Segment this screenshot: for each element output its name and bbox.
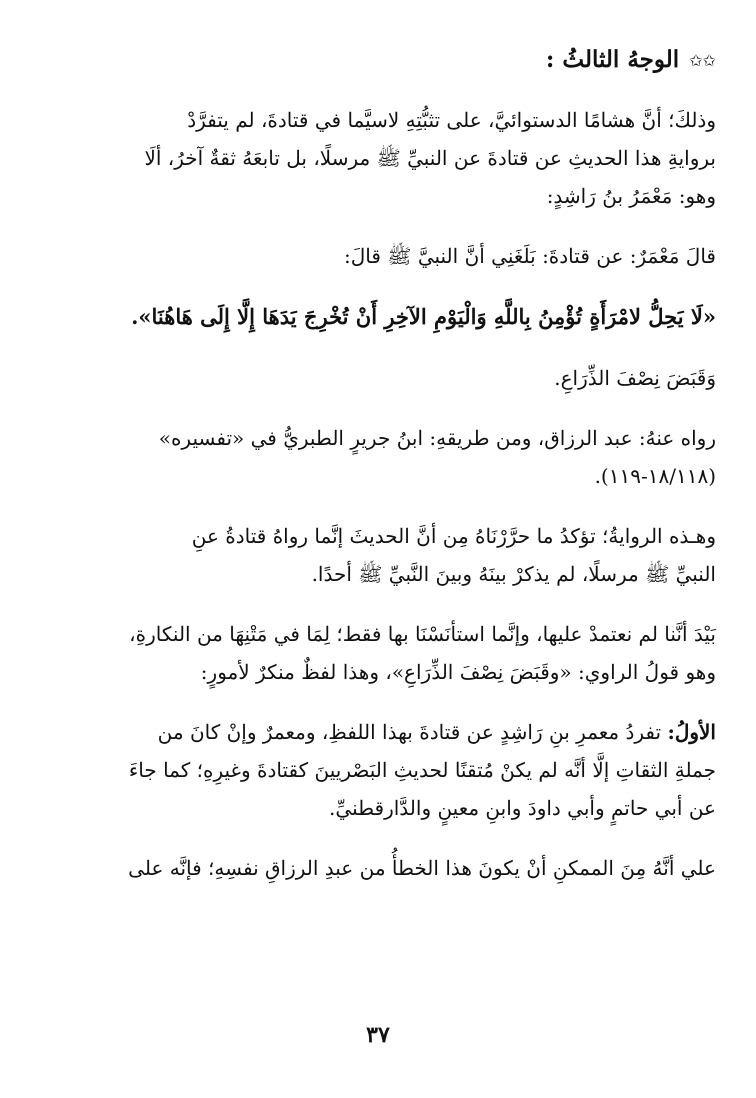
text-fragment: تفردُ معمرِ بنِ رَاشِدٍ عن قتادةَ بهذا اللفظِ، ومعمرٌ وإنْ كانَ من	[157, 720, 668, 744]
text-line: وهو قولُ الراوي: «وقَبَضَ نِصْفَ الذِّرَاعِ»، وهذا لفظٌ منكرٌ لأمورٍ:	[200, 660, 716, 684]
paragraph-1	[48, 101, 716, 215]
text-line: علي أنَّهُ مِنَ الممكنِ أنْ يكونَ هذا الخطأُ من عبدِ الرزاقِ نفسِهِ؛ فإنَّه على	[128, 856, 716, 880]
text-line: وهو: مَعْمَرُ بنُ رَاشِدٍ:	[546, 184, 716, 208]
hadith-text: «لَا يَحِلُّ لامْرَأَةٍ تُؤْمِنُ بِاللَّهِ وَالْيَوْمِ الآخِرِ أَنْ تُخْرِجَ يَدَهَا إِلَّا إِلَى هَاهُنَا».	[131, 304, 716, 329]
text-line: قالَ مَعْمَرٌ: عن قتادةَ: بَلَغَنِي أنَّ النبيَّ ﷺ قالَ:	[344, 244, 716, 268]
paragraph-6	[48, 517, 716, 593]
text-line: النبيِّ ﷺ مرسلًا، لم يذكرْ بينَهُ وبينَ النَّبيِّ ﷺ أحدًا.	[311, 562, 716, 586]
paragraph-2	[48, 237, 716, 275]
paragraph-5	[48, 419, 716, 495]
paragraph-9	[48, 849, 716, 887]
section-heading	[48, 40, 716, 81]
text-line	[48, 713, 716, 751]
hadith-quote	[48, 297, 716, 337]
section-heading-text: الوجهُ الثالثُ :	[545, 46, 680, 73]
page-number: ٣٧	[366, 1022, 390, 1048]
citation-line: (١٨/١١٨-١١٩).	[594, 464, 716, 488]
text-line: بروايةِ هذا الحديثِ عن قتادةَ عن النبيِّ ﷺ مرسلًا، بل تابعَهُ ثقةٌ آخرُ، ألَا	[144, 146, 716, 170]
text-line: وهـذه الروايةُ؛ تؤكدُ ما حرَّرْنَاهُ مِن أنَّ الحديثَ إنَّما رواهُ قتادةُ عنِ	[191, 524, 716, 548]
text-line: بَيْدَ أنَّنا لم نعتمدْ عليها، وإنَّما استأنَسْنَا بها فقط؛ لِمَا في مَتْنِهَا من النكارةِ،	[129, 622, 716, 646]
book-page	[48, 40, 716, 1058]
point-label: الأولُ:	[667, 720, 716, 744]
text-line: وذلكَ؛ أنَّ هشامًا الدستوائيَّ، على تثبُّتِهِ لاسيَّما في قتادةَ، لم يتفرَّدْ	[187, 108, 716, 132]
paragraph-4	[48, 359, 716, 397]
paragraph-7	[48, 615, 716, 691]
paragraph-8	[48, 713, 716, 827]
text-line: رواه عنهُ: عبد الرزاق، ومن طريقهِ: ابنُ جريرٍ الطبريُّ في «تفسيره»	[158, 426, 716, 450]
text-line: عن أبي حاتمٍ وأبي داودَ وابنِ معينٍ والدَّارقطنيِّ.	[329, 796, 716, 820]
text-line: وَقَبَضَ نِصْفَ الذِّرَاعِ.	[554, 366, 716, 390]
text-line: جملةِ الثقاتِ إلَّا أنَّه لم يكنْ مُتقنًا لحديثِ البَصْريينَ كقتادةَ وغيرِهِ؛ كما جاءَ	[128, 758, 716, 782]
stars-ornament: ✩✩	[689, 51, 716, 70]
